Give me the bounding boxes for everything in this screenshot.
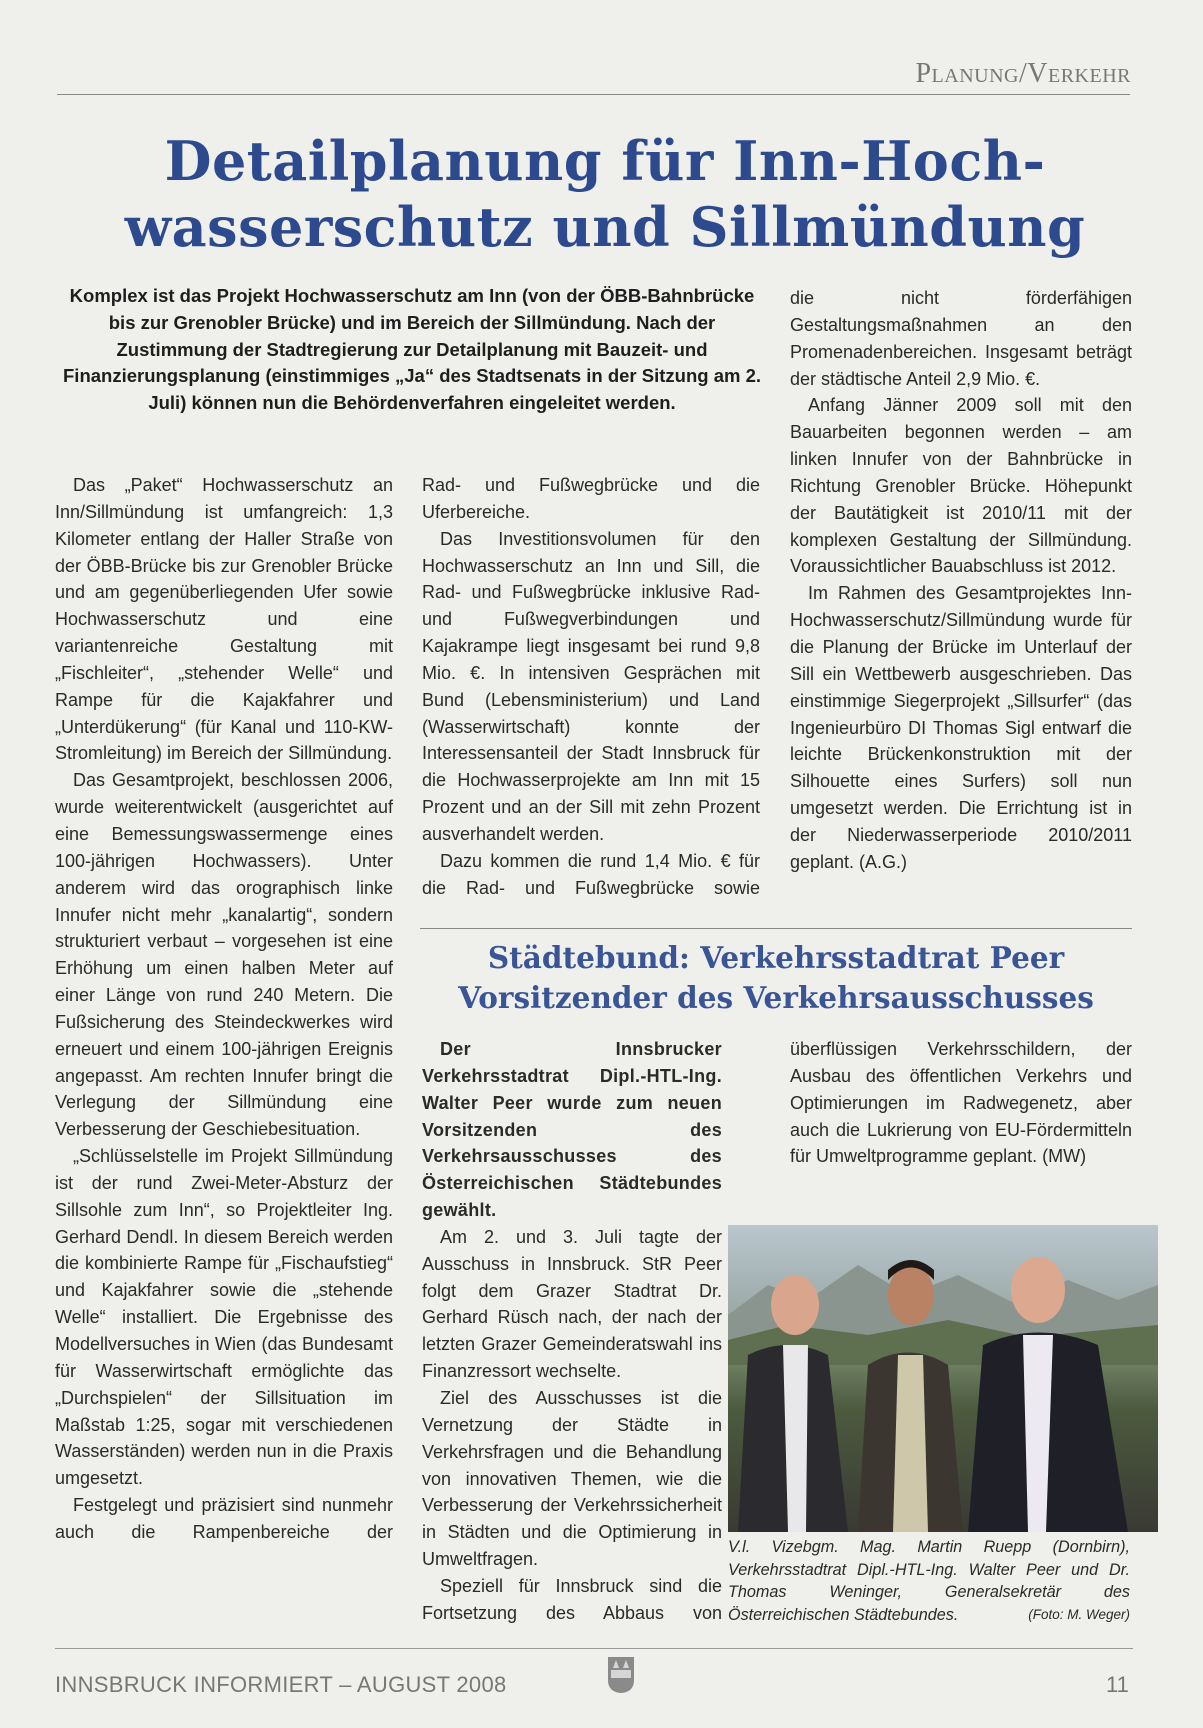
paragraph: Ziel des Ausschusses ist die Vernetzung der Städte in Verkehrsfragen und die Behandlung von innovativen Themen, wie die Verbesserung der Verkehrssicherheit in Städten und die Optimierung in Umweltfragen. [422,1387,722,1570]
article-column-3 [790,285,1132,876]
publication-footer: INNSBRUCK INFORMIERT – AUGUST 2008 [55,1672,507,1697]
page-number: 11 [1106,1672,1129,1697]
article-column-2 [422,472,760,902]
paragraph: Speziell für Innsbruck sind die Fortsetzung des Abbaus von [422,1575,722,1623]
section-label: Planung/Verkehr [915,58,1131,89]
paragraph: Im Rahmen des Gesamtprojektes Inn-Hochwasserschutz/Sillmündung wurde für die Planung der Brücke im Unterlauf der Sill ein Wettbewerb ausgeschrieben. Das einstimmige Siegerprojekt „Sillsurfer“ (das Ingenieurbüro DI Thomas Sigl entwarf die leichte Brückenkonstruktion mit der Silhouette eines Surfers) soll nun umgesetzt werden. Die Errichtung ist in der Niederwasserperiode 2010/2011 geplant. (A.G.) [790,583,1132,872]
person-middle [858,1260,963,1532]
paragraph: Am 2. und 3. Juli tagte der Ausschuss in Innsbruck. StR Peer folgt dem Grazer Stadtrat Dr. Gerhard Rüsch nach, der nach der letzten Grazer Gemeinderatswahl ins Finanzressort wechselte. [422,1226,722,1382]
title-line: wasserschutz und Sillmündung [124,195,1086,259]
paragraph: die nicht förderfähigen Gestaltungsmaßnahmen an den Promenadenbereichen. Insgesamt beträgt der städtische Anteil 2,9 Mio. €. [790,288,1132,389]
paragraph: Das Investitionsvolumen für den Hochwasserschutz an Inn und Sill, die Rad- und Fußwegbrücke inklusive Rad- und Fußwegverbindungen und Kajakrampe liegt insgesamt bei rund 9,8 Mio. €. In intensiven Gesprächen mit Bund (Lebensministerium) und Land (Wasserwirtschaft) konnte der Interessensanteil der Stadt Innsbruck für die Hochwasserprojekte am Inn mit 15 Prozent und an der Sill mit zehn Prozent ausverhandelt werden. [422,528,760,844]
article2-column-1 [422,1036,722,1627]
article-column-1 [55,472,393,1546]
article2-column-2 [790,1036,1132,1170]
paragraph: Dazu kommen die rund 1,4 Mio. € für die Rad- und Fußwegbrücke sowie [422,850,760,898]
article-divider [420,928,1132,929]
group-photo [728,1225,1158,1532]
paragraph: überflüssigen Verkehrsschildern, der Ausbau des öffentlichen Verkehrs und Optimierungen im Radwegenetz, aber auch die Lukrierung von EU-Fördermitteln für Umweltprogramme geplant. (MW) [790,1039,1132,1167]
article2-lead: Der Innsbrucker Verkehrsstadtrat Dipl.-HTL-Ing. Walter Peer wurde zum neuen Vorsitzenden des Verkehrsausschusses des Österreichischen Städtebundes gewählt. [422,1039,722,1221]
paragraph: „Schlüsselstelle im Projekt Sillmündung ist der rund Zwei-Meter-Absturz der Sillsohle zum Inn“, so Projektleiter Ing. Gerhard Dendl. In diesem Bereich werden die kombinierte Rampe für „Fischaufstieg“ und Kajakfahrer sowie die „stehende Welle“ installiert. Die Ergebnisse des Modellversuches in Wien (das Bundesamt für Wasserwirtschaft ermöglichte das „Durchspielen“ der Sillsituation im Maßstab 1:25, sogar mit verschiedenen Wasserständen) werden nun in die Praxis umgesetzt. [55,1146,393,1489]
innsbruck-coat-of-arms-icon [607,1656,635,1694]
caption-text: V.l. Vizebgm. Mag. Martin Ruepp (Dornbirn), Verkehrsstadtrat Dipl.-HTL-Ing. Walter Peer und Dr. Thomas Weninger, Generalsekretär des Österreichischen Städtebundes. [728,1538,1130,1624]
title-line: Vorsitzender des Verkehrsausschusses [458,980,1094,1015]
photo-caption [728,1536,1130,1626]
article-title [60,128,1150,260]
title-line: Detailplanung für Inn-Hoch- [164,129,1046,193]
article2-title [420,938,1132,1018]
paragraph: Rad- und Fußwegbrücke und die Uferbereiche. [422,475,760,522]
paragraph: Das Gesamtprojekt, beschlossen 2006, wurde weiterentwickelt (ausgerichtet auf eine Bemessungswassermenge eines 100-jährigen Hochwassers). Unter anderem wird das orographisch linke Innufer nicht mehr „kanalartig“, sondern strukturiert verbaut – vorgesehen ist eine Erhöhung um einen halben Meter auf einer Länge von rund 240 Metern. Die Fußsicherung des Steindeckwerkes wird erneuert und einem 100-jährigen Ereignis angepasst. Am rechten Innufer bringt die Verlegung der Sillmündung eine Verbesserung der Geschiebesituation. [55,770,393,1140]
person-right [968,1257,1128,1532]
person-left [738,1275,848,1532]
paragraph: Festgelegt und präzisiert sind nunmehr auch die Rampenbereiche der [55,1495,393,1542]
header-rule [57,94,1130,95]
photo-credit: (Foto: M. Weger) [1028,1606,1130,1622]
article-lead: Komplex ist das Projekt Hochwasserschutz am Inn (von der ÖBB-Bahnbrücke bis zur Grenobler Brücke) und im Bereich der Sillmündung. Nach der Zustimmung der Stadtregierung zur Detailplanung mit Bauzeit- und Finanzierungsplanung (einstimmiges „Ja“ des Stadtsenats in der Sitzung am 2. Juli) können nun die Behördenverfahren eingeleitet werden. [63,285,761,414]
footer-rule [55,1648,1133,1649]
paragraph: Das „Paket“ Hochwasserschutz an Inn/Sillmündung ist umfangreich: 1,3 Kilometer entlang der Haller Straße von der ÖBB-Brücke bis zur Grenobler Brücke und am gegenüberliegenden Ufer sowie Hochwasserschutz und eine variantenreiche Gestaltung mit „Fischleiter“, „stehender Welle“ und Rampe für die Kajakfahrer und „Unterdükerung“ (für Kanal und 110-KW-Stromleitung) im Bereich der Sillmündung. [55,475,393,764]
people-illustration [728,1225,1158,1532]
title-line: Städtebund: Verkehrsstadtrat Peer [487,940,1065,975]
paragraph: Anfang Jänner 2009 soll mit den Bauarbeiten begonnen werden – am linken Innufer von der Bahnbrücke in Richtung Grenobler Brücke. Höhepunkt der Bautätigkeit ist 2010/11 mit der komplexen Gestaltung der Sillmündung. Voraussichtlicher Bauabschluss ist 2012. [790,395,1132,577]
